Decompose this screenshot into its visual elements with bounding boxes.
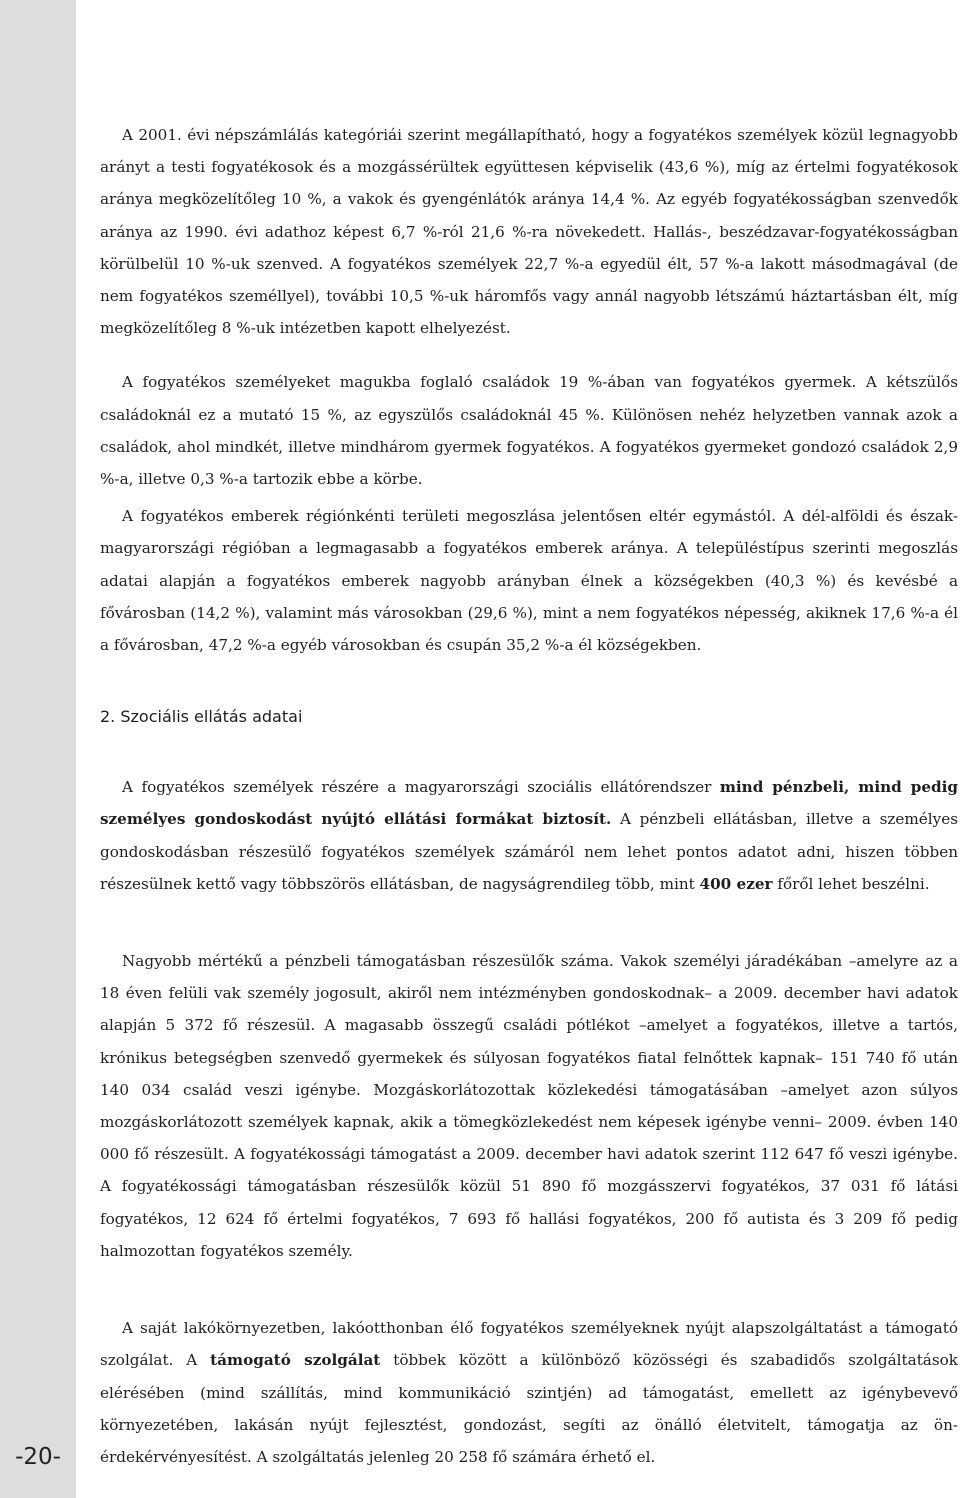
- paragraph-families: A fogyatékos személyeket magukba foglaló családok 19 %-ában van fogyatékos gyermek. A kétszülős családoknál ez a mutató 15 %, az egyszülős családoknál 45 %. Különösen nehéz helyzetben vannak azok a családok, ahol mindkét, illetve mindhárom gyermek fogyatékos. A fogyatékos gyermeket gondozó családok 2,9 %-a, illetve 0,3 %-a tartozik ebbe a körbe.: [100, 373, 958, 489]
- emphasis-care-forms: mind pénzbeli, mind pedig személyes gondoskodást nyújtó ellátási formákat biztosít.: [100, 778, 958, 829]
- page-number: -20-: [15, 1444, 61, 1470]
- paragraph-support-service: A saját lakókörnyezetben, lakóotthonban élő fogyatékos személyeknek nyújt alapszolgáltatást a támogató szolgálat. A támogató szolgálat többek között a különböző közösségi és szabadidős szolgáltatások elérésében (mind szállítás, mind kommunikáció szintjén) ad támogatást, emellett az igénybevevő környezetében, lakásán nyújt fejlesztést, gondozást, segíti az önálló életvitelt, támogatja az ön-érdekérvényesítést. A szolgáltatás jelenleg 20 258 fő számára érhető el.: [100, 1319, 958, 1466]
- paragraph-census-statistics: A 2001. évi népszámlálás kategóriái szerint megállapítható, hogy a fogyatékos személyek közül legnagyobb arányt a testi fogyatékosok és a mozgássérültek együttesen képviselik (43,6 %), míg az értelmi fogyatékosok aránya megközelítőleg 10 %, a vakok és gyengénlátók aránya 14,4 %. Az egyéb fogyatékosságban szenvedők aránya az 1990. évi adathoz képest 6,7 %-ról 21,6 %-ra növekedett. Hallás-, beszédzavar-fogyatékosságban körülbelül 10 %-uk szenved. A fogyatékos személyek 22,7 %-a egyedül élt, 57 %-a lakott másodmagával (de nem fogyatékos személlyel), további 10,5 %-uk háromfős vagy annál nagyobb létszámú háztartásban élt, míg megközelítőleg 8 %-uk intézetben kapott elhelyezést.: [100, 126, 958, 338]
- emphasis-count: 400 ezer: [699, 874, 773, 893]
- emphasis-support-service: támogató szolgálat: [210, 1351, 381, 1370]
- paragraph-regional-distribution: A fogyatékos emberek régiónkénti területi megoszlása jelentősen eltér egymástól. A dél-alföldi és észak-magyarországi régióban a legmagasabb a fogyatékos emberek aránya. A településtípus szerinti megoszlás adatai alapján a fogyatékos emberek nagyobb arányban élnek a községekben (40,3 %) és kevésbé a fővárosban (14,2 %), valamint más városokban (29,6 %), mint a nem fogyatékos népesség, akiknek 17,6 %-a él a fővárosban, 47,2 %-a egyéb városokban és csupán 35,2 %-a él községekben.: [100, 507, 958, 655]
- document-body: [100, 119, 958, 1473]
- page-margin-sidebar: [0, 0, 76, 1498]
- paragraph-financial-support: Nagyobb mértékű a pénzbeli támogatásban részesülők száma. Vakok személyi járadékában –amelyre az a 18 éven felüli vak személy jogosult, akiről nem intézményben gondoskodnak– a 2009. december havi adatok alapján 5 372 fő részesül. A magasabb összegű családi pótlékot –amelyet a fogyatékos, illetve a tartós, krónikus betegségben szenvedő gyermekek és súlyosan fogyatékos fiatal felnőttek kapnak– 151 740 fő után 140 034 család veszi igénybe. Mozgáskorlátozottak közlekedési támogatásában –amelyet azon súlyos mozgáskorlátozott személyek kapnak, akik a tömegközlekedést nem képesek igénybe venni– 2009. évben 140 000 fő részesült. A fogyatékossági támogatást a 2009. december havi adatok szerint 112 647 fő veszi igénybe. A fogyatékossági támogatásban részesülők közül 51 890 fő mozgásszervi fogyatékos, 37 031 fő látási fogyatékos, 12 624 fő értelmi fogyatékos, 7 693 fő hallási fogyatékos, 200 fő autista és 3 209 fő pedig halmozottan fogyatékos személy.: [100, 952, 958, 1260]
- section-heading: 2. Szociális ellátás adatai: [100, 707, 303, 727]
- paragraph-social-care-system: A fogyatékos személyek részére a magyarországi szociális ellátórendszer mind pénzbeli, mind pedig személyes gondoskodást nyújtó ellátási formákat biztosít. A pénzbeli ellátásban, illetve a személyes gondoskodásban részesülő fogyatékos személyek számáról nem lehet pontos adatot adni, hiszen többen részesülnek kettő vagy többszörös ellátásban, de nagyságrendileg több, mint 400 ezer főről lehet beszélni.: [100, 778, 958, 893]
